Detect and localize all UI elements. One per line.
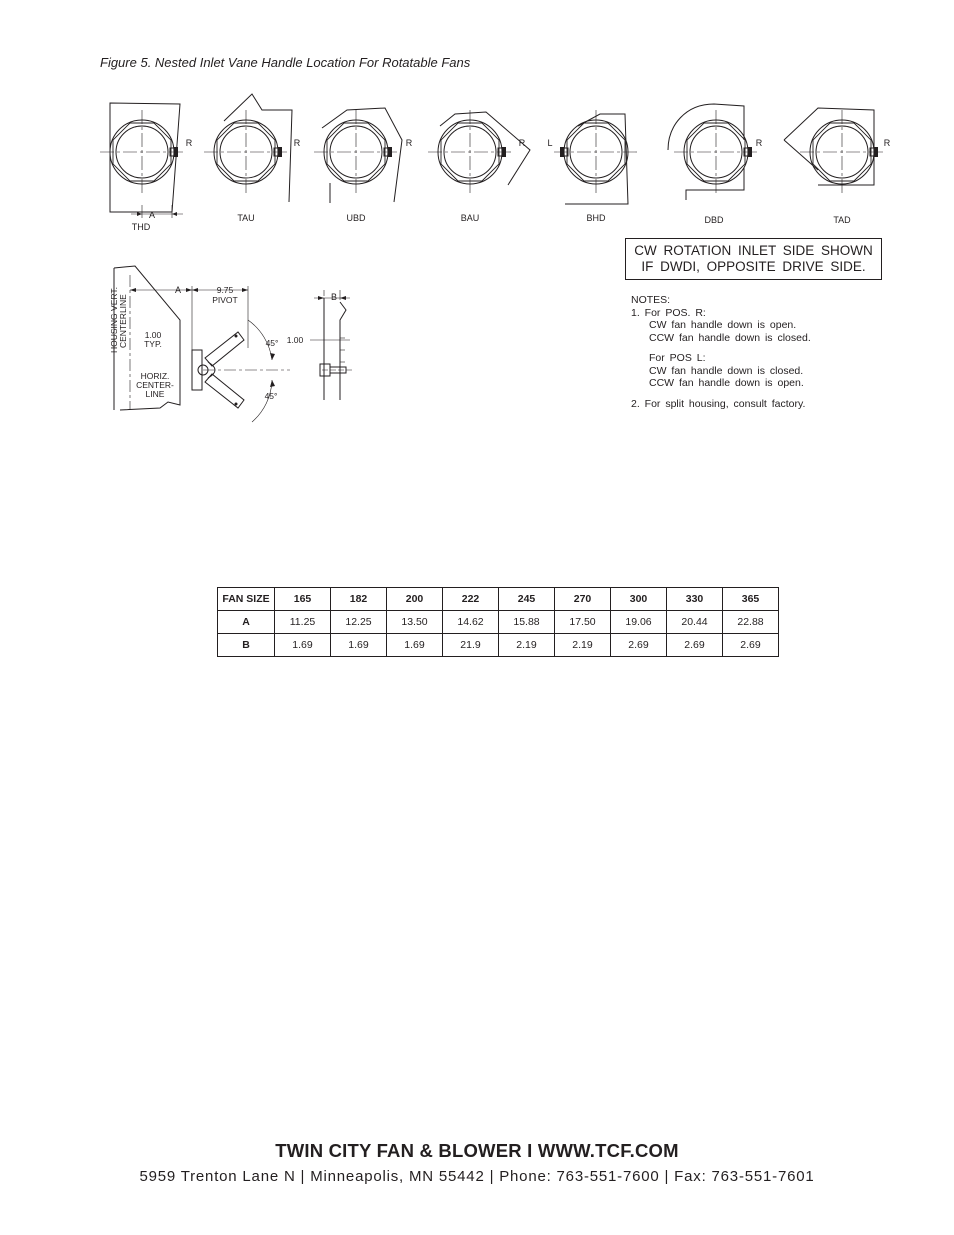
table-row	[218, 611, 779, 634]
fan-position-ubd	[314, 108, 413, 223]
thd-side-label: R	[185, 138, 193, 148]
typ-value: 1.00	[144, 330, 162, 340]
table-cell: 2.19	[499, 634, 555, 657]
detail-dim-a: A	[174, 285, 182, 295]
table-cell: 20.44	[667, 611, 723, 634]
table-cell: 14.62	[443, 611, 499, 634]
table-header-label: FAN SIZE	[218, 588, 275, 611]
table-cell: 17.50	[555, 611, 611, 634]
note-1e: CCW fan handle down is open.	[649, 377, 804, 389]
table-cell: 1.69	[387, 634, 443, 657]
ubd-code-label: UBD	[346, 213, 366, 223]
fan-position-bhd	[547, 110, 638, 223]
table-cell: 13.50	[387, 611, 443, 634]
fan-position-diagrams	[0, 0, 954, 240]
vert-centerline-label-1: HOUSING VERT.	[109, 287, 119, 353]
table-cell: 15.88	[499, 611, 555, 634]
horiz-label-2: CENTER-	[136, 380, 174, 390]
table-header-cell: 165	[275, 588, 331, 611]
thd-dim-a: A	[148, 210, 156, 220]
table-header-cell: 182	[331, 588, 387, 611]
fan-position-bau	[428, 110, 530, 223]
typ-label: TYP.	[144, 339, 162, 349]
horiz-label-1: HORIZ.	[140, 371, 170, 381]
table-cell: 19.06	[611, 611, 667, 634]
note-1d: CW fan handle down is closed.	[649, 364, 804, 377]
figure-caption: Figure 5. Nested Inlet Vane Handle Location For Rotatable Fans	[100, 55, 471, 70]
table-cell: 1.69	[331, 634, 387, 657]
dbd-side-label: R	[755, 138, 763, 148]
rotation-note-line-1: CW ROTATION INLET SIDE SHOWN	[634, 243, 873, 258]
dbd-code-label: DBD	[704, 215, 724, 225]
dimension-table	[217, 587, 779, 657]
notes-block	[631, 294, 891, 410]
footer-company-title: TWIN CITY FAN & BLOWER I WWW.TCF.COM	[275, 1140, 679, 1161]
pivot-label: PIVOT	[212, 295, 238, 305]
table-header-cell: 365	[723, 588, 779, 611]
table-header-cell: 245	[499, 588, 555, 611]
note-2: 2. For split housing, consult factory.	[631, 397, 806, 410]
fan-position-tad	[784, 108, 891, 225]
table-header-cell: 330	[667, 588, 723, 611]
bhd-side-label: L	[547, 138, 553, 148]
table-cell: 2.69	[611, 634, 667, 657]
tau-code-label: TAU	[237, 213, 255, 223]
table-cell: 2.69	[723, 634, 779, 657]
note-1b: CCW fan handle down is closed.	[649, 331, 811, 344]
table-row-label: B	[218, 634, 275, 657]
notes-heading: NOTES:	[631, 294, 671, 306]
thd-code-label: THD	[131, 222, 151, 232]
angle-upper-label: 45°	[265, 338, 279, 348]
table-header-cell: 270	[555, 588, 611, 611]
vert-centerline-label-2: CENTERLINE	[118, 294, 128, 348]
table-cell: 22.88	[723, 611, 779, 634]
table-cell: 12.25	[331, 611, 387, 634]
table-row-label: A	[218, 611, 275, 634]
table-cell: 1.69	[275, 634, 331, 657]
table-header-cell: 222	[443, 588, 499, 611]
handle-detail-drawing	[0, 250, 600, 430]
table-header-cell: 300	[611, 588, 667, 611]
table-row	[218, 634, 779, 657]
bau-side-label: R	[518, 138, 526, 148]
table-cell: 2.19	[555, 634, 611, 657]
table-cell: 21.9	[443, 634, 499, 657]
horiz-label-3: LINE	[145, 389, 165, 399]
pivot-value: 9.75	[216, 285, 234, 295]
handle-dim-label: 1.00	[286, 335, 304, 345]
detail-dim-b: B	[330, 292, 338, 302]
rotation-note-line-2: IF DWDI, OPPOSITE DRIVE SIDE.	[641, 259, 866, 274]
table-cell: 2.69	[667, 634, 723, 657]
tad-side-label: R	[883, 138, 891, 148]
bhd-code-label: BHD	[586, 213, 606, 223]
footer-address: 5959 Trenton Lane N | Minneapolis, MN 55442 | Phone: 763-551-7600 | Fax: 763-551-7601	[139, 1168, 815, 1185]
table-header-cell: 200	[387, 588, 443, 611]
angle-lower-label: 45°	[264, 391, 278, 401]
fan-position-thd	[100, 103, 193, 232]
note-1: 1. For POS. R:	[631, 306, 706, 319]
fan-position-dbd	[668, 104, 763, 225]
tad-code-label: TAD	[833, 215, 851, 225]
note-1c: For POS L:	[649, 352, 706, 364]
table-cell: 11.25	[275, 611, 331, 634]
bau-code-label: BAU	[460, 213, 480, 223]
rotation-note-box	[625, 238, 882, 280]
ubd-side-label: R	[405, 138, 413, 148]
note-1a: CW fan handle down is open.	[649, 319, 797, 331]
fan-position-tau	[204, 94, 301, 223]
tau-side-label: R	[293, 138, 301, 148]
table-header-row	[218, 588, 779, 611]
